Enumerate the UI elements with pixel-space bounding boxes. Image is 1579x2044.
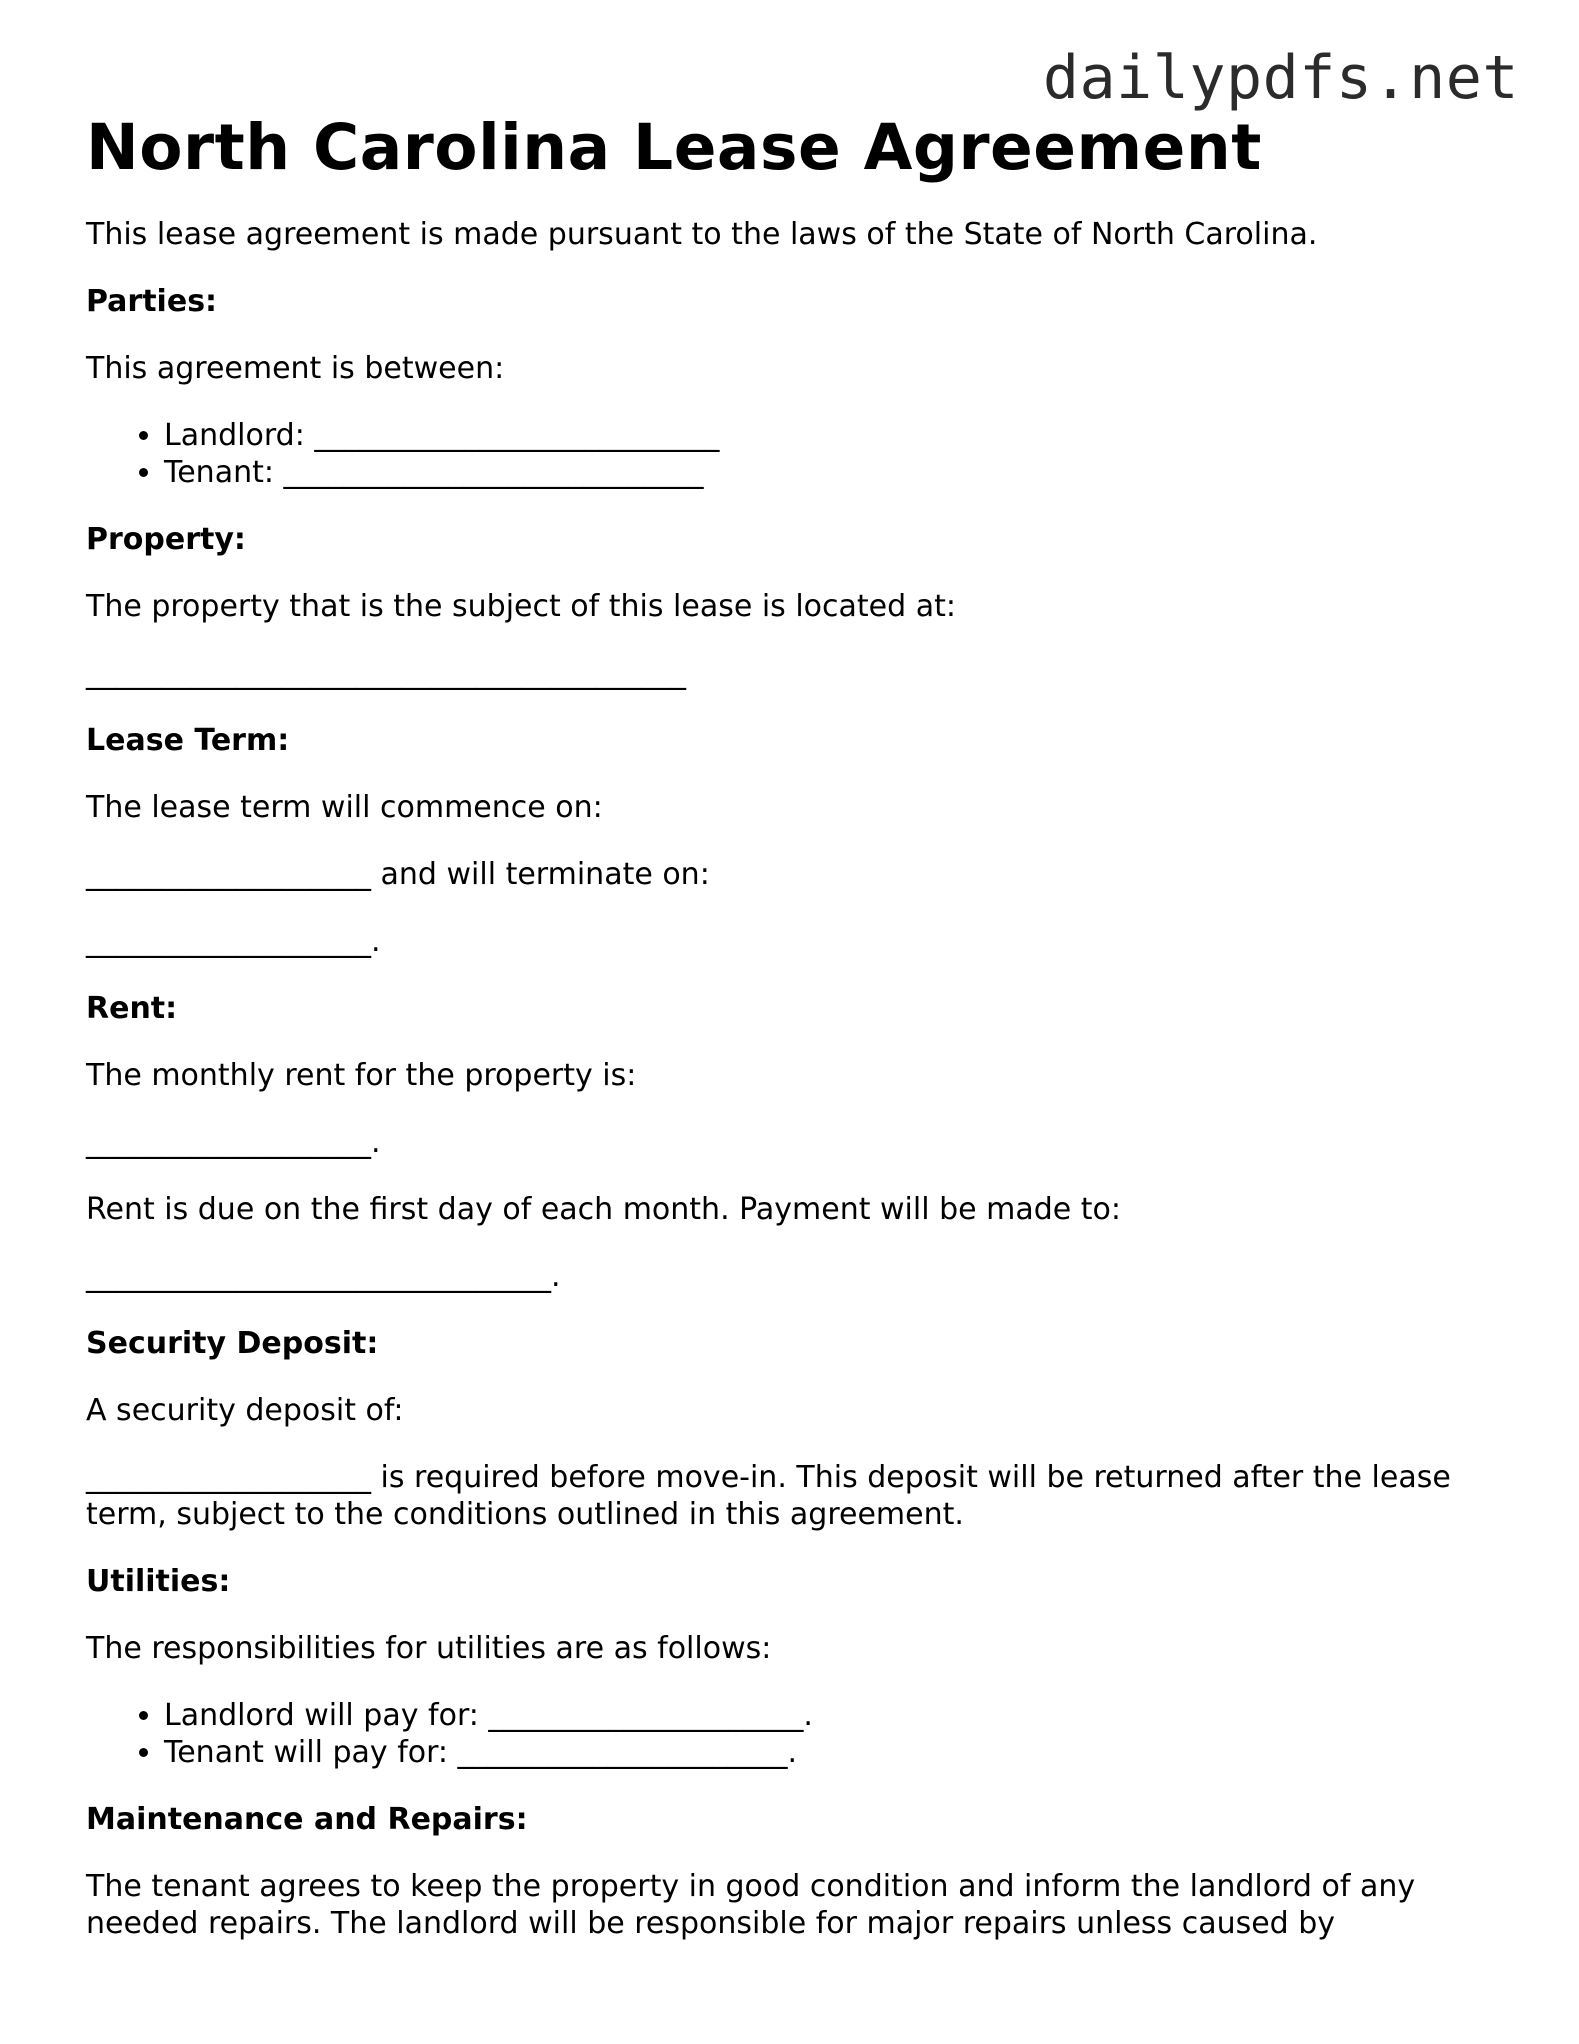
lease-end-line: ___________________. <box>86 924 381 959</box>
document-title: North Carolina Lease Agreement <box>86 111 1262 184</box>
rent-text: The monthly rent for the property is: <box>86 1058 637 1093</box>
watermark: dailypdfs.net <box>1042 43 1519 113</box>
property-text: The property that is the subject of this lease is located at: <box>86 589 956 624</box>
parties-list <box>86 417 1506 491</box>
document-page <box>86 108 1506 1942</box>
rent-payee-line: _______________________________. <box>86 1259 561 1294</box>
parties-heading: Parties: <box>86 284 218 319</box>
lease-term-text: The lease term will commence on: <box>86 790 603 825</box>
list-item-tenant-utilities: • Tenant will pay for: ______________________. <box>164 1734 1506 1771</box>
utilities-text: The responsibilities for utilities are as follows: <box>86 1631 772 1666</box>
maintenance-text: The tenant agrees to keep the property in good condition and inform the landlord of any needed repairs. The landlord will be responsible for major repairs unless caused by <box>86 1869 1416 1941</box>
lease-term-heading: Lease Term: <box>86 723 290 758</box>
security-deposit-heading: Security Deposit: <box>86 1326 379 1361</box>
property-heading: Property: <box>86 522 246 557</box>
utilities-list <box>86 1697 1506 1771</box>
rent-heading: Rent: <box>86 991 178 1026</box>
list-item-tenant: • Tenant: ____________________________ <box>164 454 1506 491</box>
lease-start-line: ___________________ and will terminate on: <box>86 857 710 892</box>
maintenance-heading: Maintenance and Repairs: <box>86 1802 528 1837</box>
utilities-heading: Utilities: <box>86 1564 231 1599</box>
intro-paragraph: This lease agreement is made pursuant to the laws of the State of North Carolina. <box>86 217 1318 252</box>
property-address-blank: ________________________________________ <box>86 656 686 691</box>
rent-amount-line: ___________________. <box>86 1125 381 1160</box>
security-deposit-detail: ___________________ is required before move-in. This deposit will be returned after the lease term, subject to the conditions outlined in this agreement. <box>86 1460 1451 1532</box>
list-item-landlord: • Landlord: ___________________________ <box>164 417 1506 454</box>
security-deposit-text: A security deposit of: <box>86 1393 404 1428</box>
rent-due-text: Rent is due on the first day of each month. Payment will be made to: <box>86 1192 1121 1227</box>
list-item-landlord-utilities: • Landlord will pay for: _____________________. <box>164 1697 1506 1734</box>
parties-text: This agreement is between: <box>86 351 505 386</box>
